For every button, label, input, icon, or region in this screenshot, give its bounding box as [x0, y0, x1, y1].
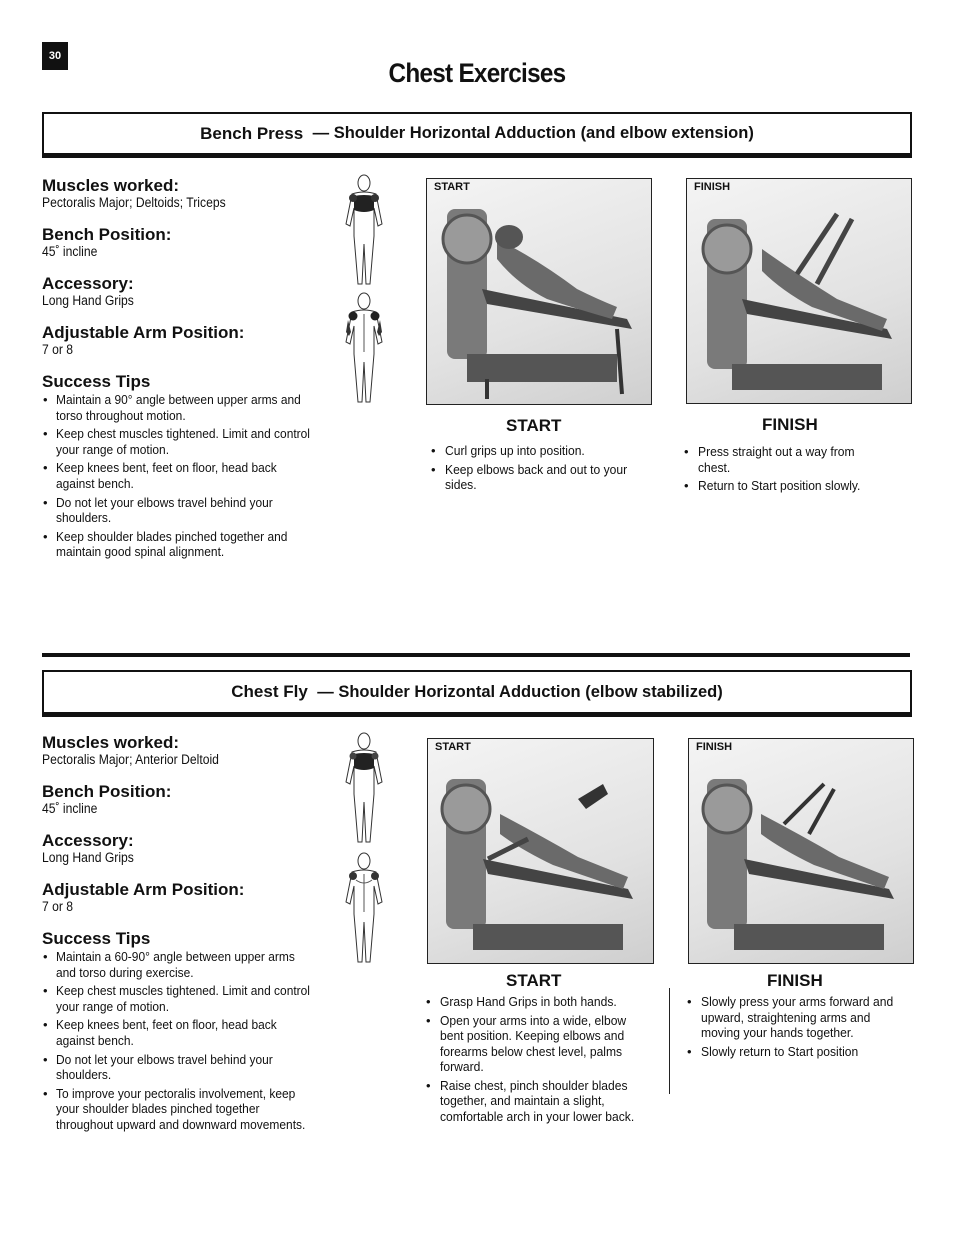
- chest-fly-details: [42, 733, 322, 1136]
- exercise-name: Chest Fly: [231, 682, 308, 701]
- list-item: • Open your arms into a wide, elbow bent position. Keeping elbows and forearms below chest level, palms forward.: [426, 1013, 658, 1075]
- muscles-label: Muscles worked:: [42, 733, 179, 752]
- start-steps-list: [426, 994, 658, 1127]
- list-item: • Slowly press your arms forward and upward, straightening arms and moving your hands together.: [687, 994, 919, 1041]
- photo-caption: START: [434, 181, 470, 193]
- start-steps-list: [431, 443, 641, 496]
- finish-steps-list: [687, 994, 919, 1062]
- accessory-value: Long Hand Grips: [42, 850, 134, 865]
- finish-steps-list: [684, 444, 899, 497]
- exercise-machine-icon: [427, 179, 652, 405]
- bench-position-label: Bench Position:: [42, 225, 172, 244]
- list-item: • Keep chest muscles tightened. Limit and control your range of motion.: [42, 983, 322, 1014]
- muscles-value: Pectoralis Major; Deltoids; Triceps: [42, 195, 226, 210]
- anatomy-back-icon: [338, 852, 390, 964]
- bench-position-value: 45˚ incline: [42, 244, 98, 259]
- muscles-value: Pectoralis Major; Anterior Deltoid: [42, 752, 219, 767]
- arm-position-value: 7 or 8: [42, 899, 74, 914]
- chest-fly-start-photo: [427, 738, 654, 964]
- bench-press-details: [42, 176, 322, 563]
- exercise-machine-icon: [689, 739, 914, 964]
- list-item: • To improve your pectoralis involvement, keep your shoulder blades pinched together throughout upward and downward movements.: [42, 1086, 322, 1133]
- exercise-machine-icon: [428, 739, 654, 964]
- list-item: • Slowly return to Start position: [687, 1044, 919, 1060]
- list-item: • Keep chest muscles tightened. Limit and control your range of motion.: [42, 426, 322, 457]
- exercise-subtitle: — Shoulder Horizontal Adduction (and elbow extension): [312, 124, 754, 142]
- bench-press-header: [42, 112, 912, 158]
- start-heading: START: [506, 971, 562, 990]
- list-item: • Curl grips up into position.: [431, 443, 641, 459]
- exercise-subtitle: — Shoulder Horizontal Adduction (elbow stabilized): [317, 682, 723, 701]
- bench-position-label: Bench Position:: [42, 782, 172, 801]
- accessory-label: Accessory:: [42, 831, 134, 850]
- list-item: • Raise chest, pinch shoulder blades together, and maintain a slight, comfortable arch in your lower back.: [426, 1078, 658, 1125]
- success-tips-label: Success Tips: [42, 372, 151, 391]
- list-item: • Do not let your elbows travel behind your shoulders.: [42, 1052, 322, 1083]
- list-item: • Do not let your elbows travel behind your shoulders.: [42, 495, 322, 526]
- accessory-label: Accessory:: [42, 274, 134, 293]
- anatomy-back-icon: [338, 292, 390, 404]
- chest-fly-finish-photo: [688, 738, 914, 964]
- photo-caption: FINISH: [694, 181, 731, 193]
- list-item: • Grasp Hand Grips in both hands.: [426, 994, 658, 1010]
- bench-position-value: 45˚ incline: [42, 801, 98, 816]
- success-tips-list: [42, 949, 322, 1133]
- anatomy-front-icon: [338, 732, 390, 844]
- anatomy-front-icon: [338, 174, 390, 286]
- page-title: Chest Exercises: [388, 58, 566, 88]
- finish-heading: FINISH: [767, 971, 823, 990]
- list-item: • Return to Start position slowly.: [684, 478, 899, 494]
- list-item: • Keep shoulder blades pinched together and maintain good spinal alignment.: [42, 529, 322, 560]
- bench-press-start-photo: [426, 178, 652, 405]
- arm-position-label: Adjustable Arm Position:: [42, 880, 245, 899]
- arm-position-value: 7 or 8: [42, 342, 74, 357]
- section-divider: [42, 653, 910, 657]
- success-tips-list: [42, 392, 322, 560]
- exercise-machine-icon: [687, 179, 912, 404]
- bench-press-finish-photo: [686, 178, 912, 404]
- list-item: • Keep knees bent, feet on floor, head back against bench.: [42, 460, 322, 491]
- list-item: • Maintain a 90° angle between upper arms and torso throughout motion.: [42, 392, 322, 423]
- success-tips-label: Success Tips: [42, 929, 151, 948]
- accessory-value: Long Hand Grips: [42, 293, 134, 308]
- photo-caption: START: [435, 741, 471, 753]
- start-heading: START: [506, 416, 562, 435]
- chest-fly-header: [42, 670, 912, 717]
- page-number: 30: [42, 42, 68, 70]
- list-item: • Keep elbows back and out to your sides.: [431, 462, 641, 493]
- list-item: • Press straight out a way from chest.: [684, 444, 899, 475]
- muscles-label: Muscles worked:: [42, 176, 179, 195]
- column-divider: [669, 988, 670, 1094]
- list-item: • Keep knees bent, feet on floor, head back against bench.: [42, 1017, 322, 1048]
- exercise-name: Bench Press: [200, 123, 304, 143]
- photo-caption: FINISH: [696, 741, 733, 753]
- arm-position-label: Adjustable Arm Position:: [42, 323, 245, 342]
- list-item: • Maintain a 60-90° angle between upper arms and torso during exercise.: [42, 949, 322, 980]
- finish-heading: FINISH: [762, 415, 818, 434]
